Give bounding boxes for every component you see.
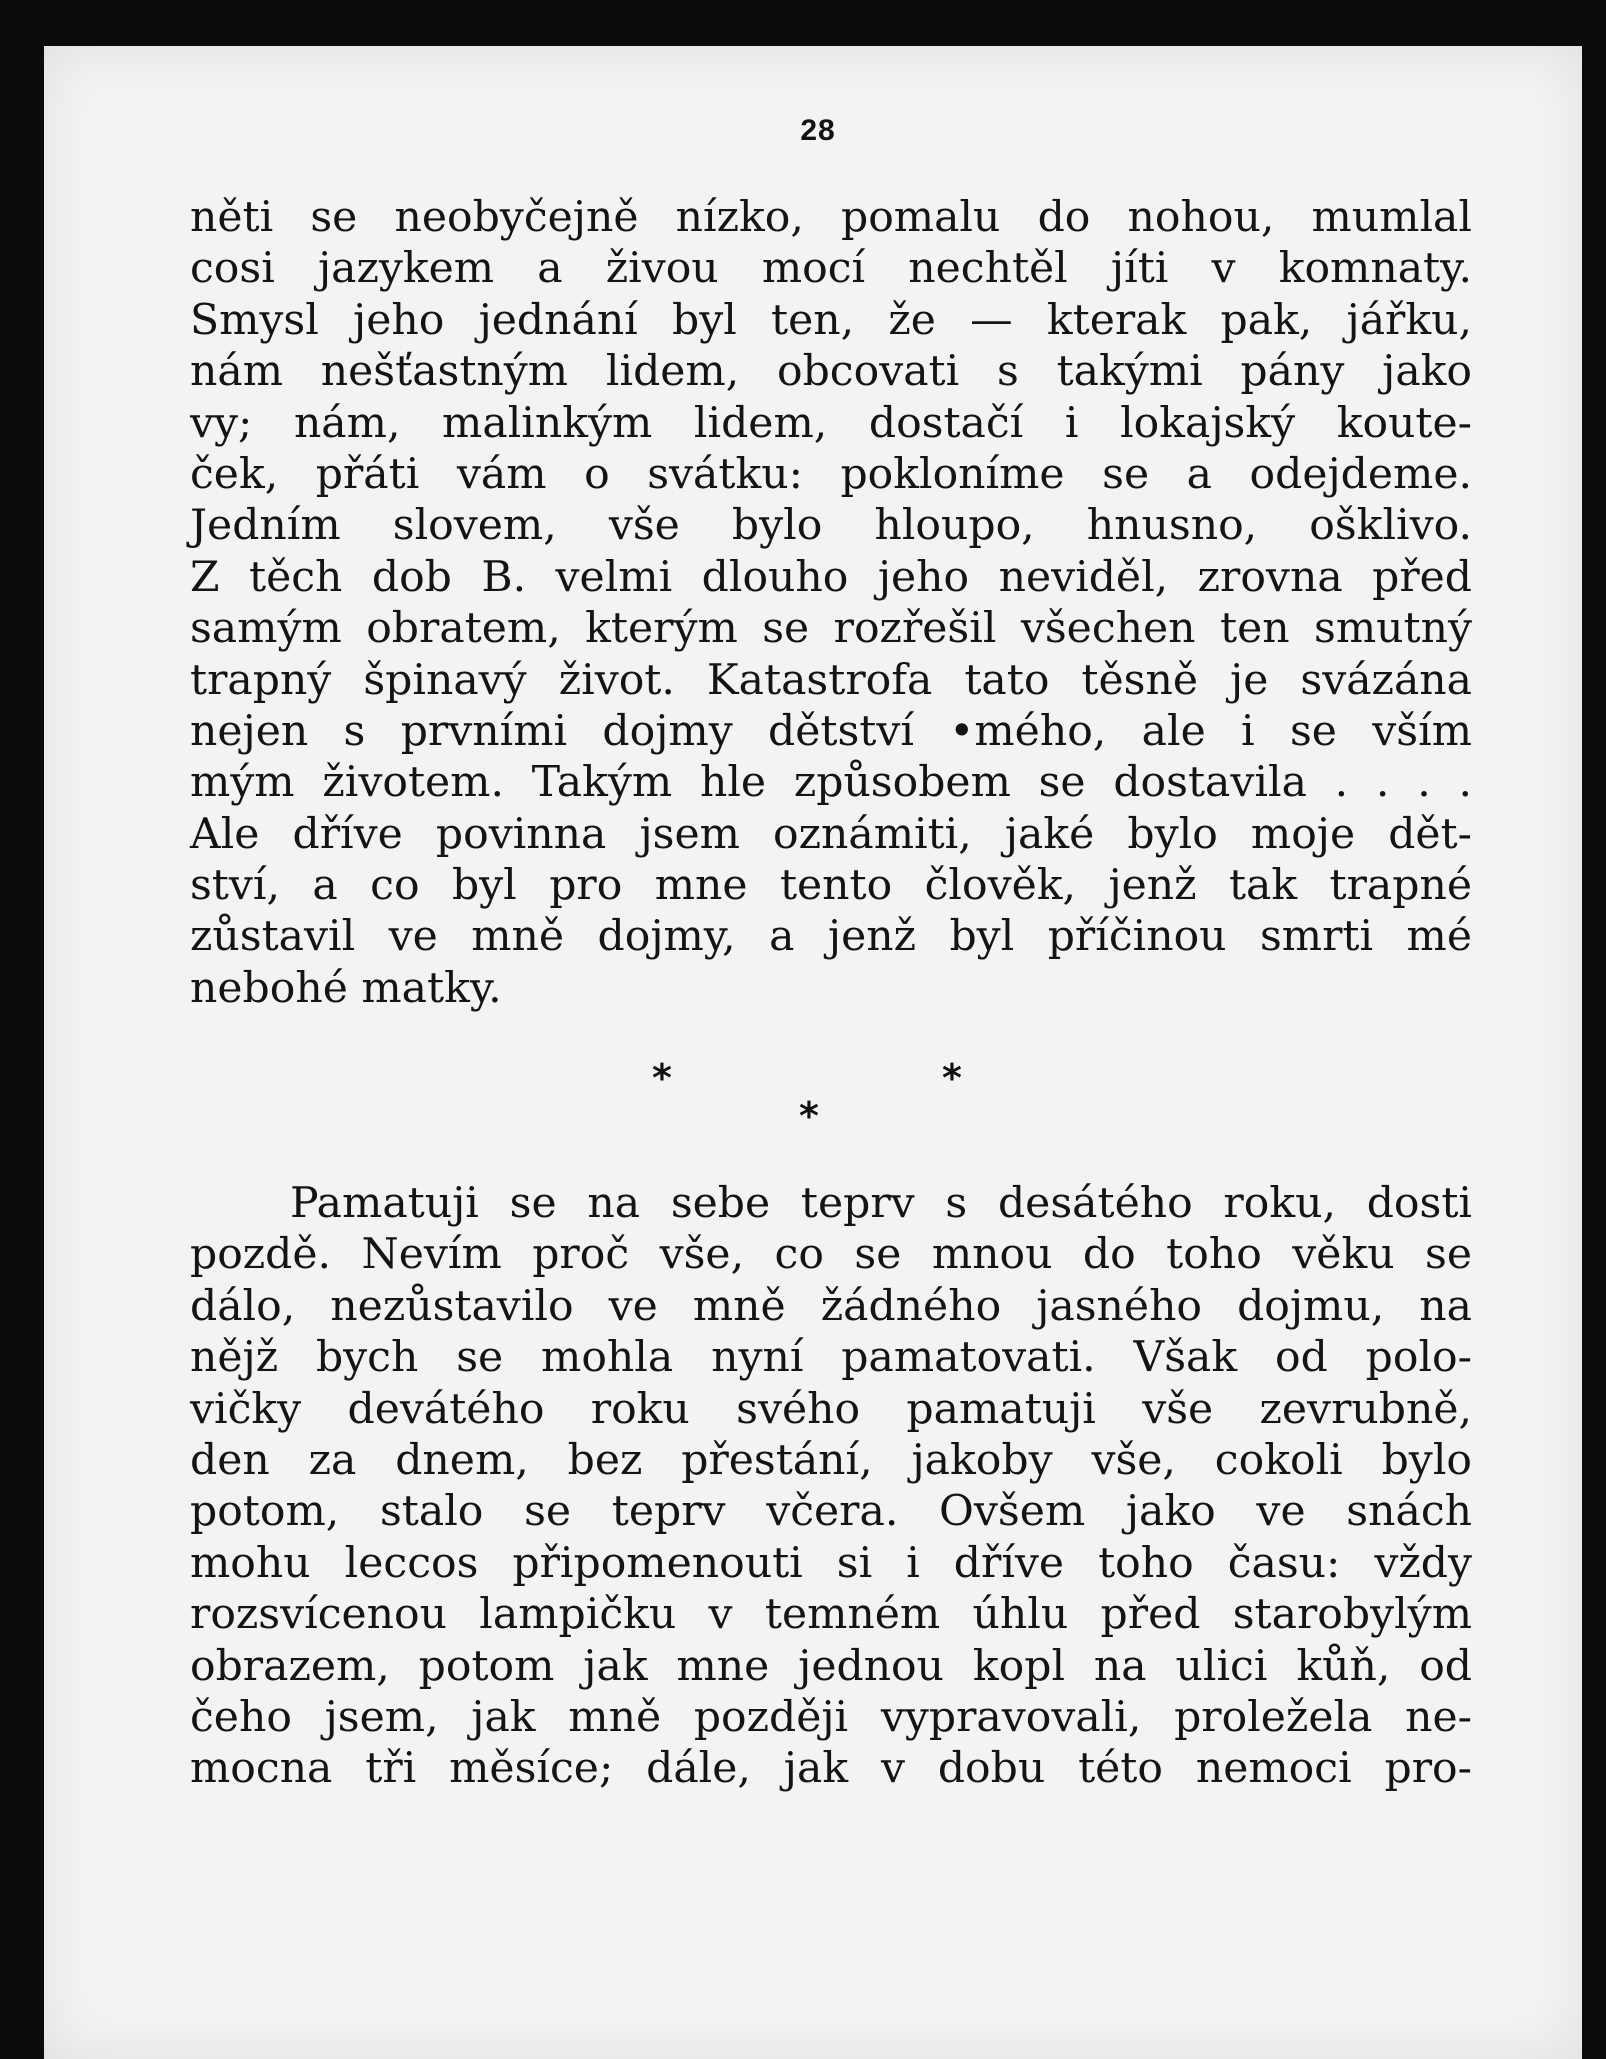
book-page — [44, 46, 1582, 2059]
text-line: nám nešťastným lidem, obcovati s takými pány jako — [190, 347, 1472, 397]
text-line: mým životem. Takým hle způsobem se dostavila . . . . — [190, 758, 1472, 808]
text-line: zůstavil ve mně dojmy, a jenž byl příčinou smrti mé — [190, 912, 1472, 962]
text-line: ček, přáti vám o svátku: pokloníme se a odejdeme. — [190, 449, 1472, 499]
text-line: ství, a co byl pro mne tento člověk, jenž tak trapné — [190, 861, 1472, 911]
asterisk-glyph: * — [652, 1056, 672, 1100]
page-edge-shadow — [1598, 0, 1606, 2059]
asterisk-glyph: * — [799, 1094, 819, 1138]
text-line: Ale dříve povinna jsem oznámiti, jaké bylo moje dět- — [190, 809, 1472, 859]
text-line: vičky devátého roku svého pamatuji vše zevrubně, — [190, 1384, 1472, 1434]
paragraph-2 — [190, 1178, 1472, 1795]
text-line: pozdě. Nevím proč vše, co se mnou do toho věku se — [190, 1230, 1472, 1280]
text-line: obrazem, potom jak mne jednou kopl na ulici kůň, od — [190, 1641, 1472, 1691]
text-line: něti se neobyčejně nízko, pomalu do nohou, mumlal — [190, 193, 1472, 242]
text-line: mohu leccos připomenouti si i dříve toho času: vždy — [190, 1538, 1472, 1588]
text-line: cosi jazykem a živou mocí nechtěl jíti v komnaty. — [190, 244, 1472, 294]
text-line: dálo, nezůstavilo ve mně žádného jasného dojmu, na — [190, 1281, 1472, 1331]
paragraph-1 — [190, 192, 1472, 1014]
text-line: Z těch dob B. velmi dlouho jeho neviděl, zrovna před — [190, 552, 1472, 602]
text-line: Pamatuji se na sebe teprv s desátého roku, dosti — [290, 1179, 1472, 1228]
text-line: nějž bych se mohla nyní pamatovati. Však od polo- — [190, 1333, 1472, 1383]
text-line: nejen s prvními dojmy dětství •mého, ale i se vším — [190, 706, 1472, 756]
text-line: Jedním slovem, vše bylo hloupo, hnusno, ošklivo. — [190, 501, 1472, 551]
text-line: samým obratem, kterým se rozřešil všechen ten smutný — [190, 604, 1472, 654]
text-line: mocna tři měsíce; dále, jak v dobu této nemoci pro- — [190, 1744, 1472, 1794]
section-break-asterism — [44, 1056, 1582, 1156]
text-line: čeho jsem, jak mně později vypravovali, proležela ne- — [190, 1692, 1472, 1742]
text-line: den za dnem, bez přestání, jakoby vše, cokoli bylo — [190, 1435, 1472, 1485]
text-line: rozsvícenou lampičku v temném úhlu před starobylým — [190, 1590, 1472, 1640]
text-line: Smysl jeho jednání byl ten, že — kterak pak, jářku, — [190, 295, 1472, 345]
text-line: trapný špinavý život. Katastrofa tato těsně je svázána — [190, 655, 1472, 705]
asterisk-glyph: * — [942, 1056, 962, 1100]
page-number: 28 — [800, 114, 836, 147]
text-line: vy; nám, malinkým lidem, dostačí i lokajský koute- — [190, 398, 1472, 448]
text-line: potom, stalo se teprv včera. Ovšem jako ve snách — [190, 1487, 1472, 1537]
text-line: nebohé matky. — [190, 963, 502, 1013]
